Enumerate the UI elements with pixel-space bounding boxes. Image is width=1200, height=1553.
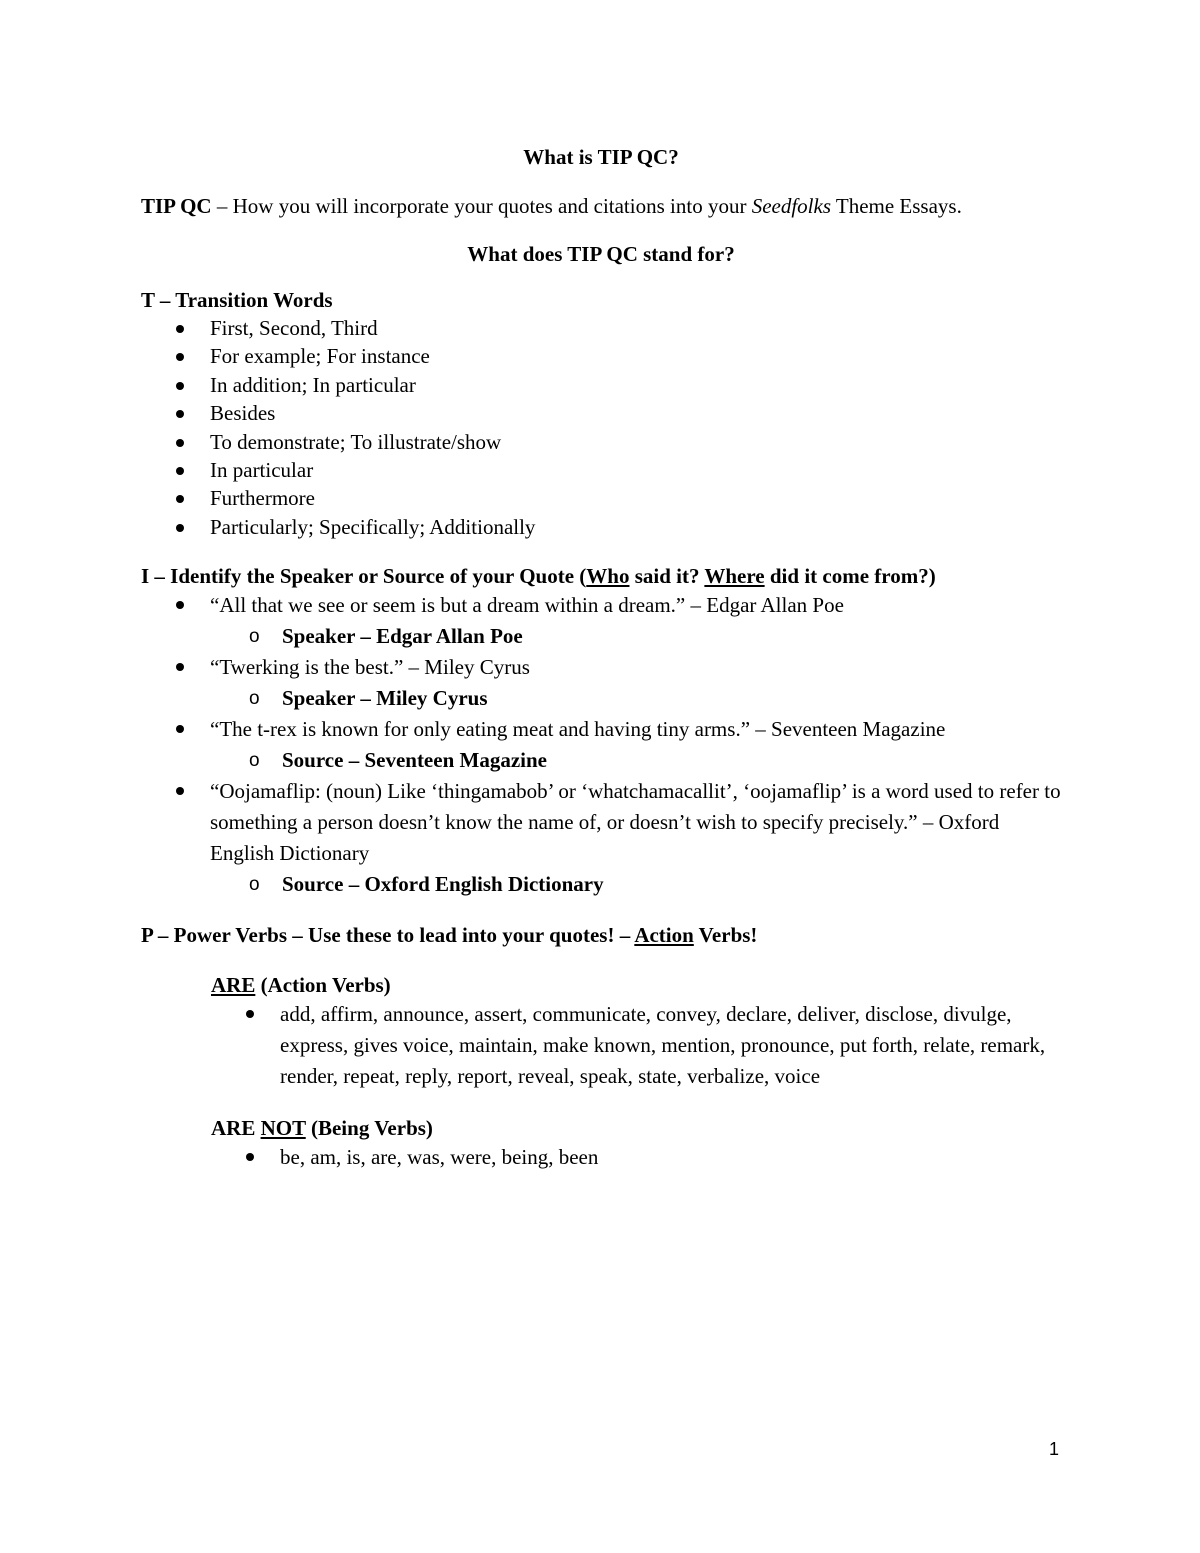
quote-text: “All that we see or seem is but a dream within a dream.” – Edgar Allan Poe bbox=[210, 593, 844, 618]
quote-text: “Twerking is the best.” – Miley Cyrus bbox=[210, 655, 530, 680]
list-item: First, Second, Third bbox=[141, 314, 1061, 342]
are-heading-rest: (Action Verbs) bbox=[255, 973, 391, 998]
section-subtitle: What does TIP QC stand for? bbox=[467, 242, 735, 266]
action-verbs-block bbox=[211, 971, 1061, 1173]
list-item bbox=[141, 652, 1061, 714]
identify-where: Where bbox=[704, 564, 765, 589]
list-item: Furthermore bbox=[141, 484, 1061, 512]
identify-heading-mid: said it? bbox=[629, 564, 705, 589]
speaker-label: Speaker – Edgar Allan Poe bbox=[282, 624, 523, 649]
intro-dash: – bbox=[211, 194, 233, 218]
transition-words-heading: T – Transition Words bbox=[141, 288, 333, 312]
quote-text: “The t-rex is known for only eating meat and having tiny arms.” – Seventeen Magazine bbox=[210, 717, 946, 742]
list-item bbox=[141, 776, 1061, 900]
document-page bbox=[141, 140, 1061, 1173]
action-verbs-list bbox=[211, 999, 1061, 1092]
list-item bbox=[141, 714, 1061, 776]
list-item: In particular bbox=[141, 456, 1061, 484]
source-label: Source – Seventeen Magazine bbox=[282, 748, 547, 773]
identify-heading-prefix: I – Identify the Speaker or Source of your Quote ( bbox=[141, 564, 587, 589]
are-not-word: ARE bbox=[211, 1116, 261, 1141]
identify-who: Who bbox=[586, 564, 630, 589]
sub-bullet-marker: o bbox=[249, 688, 260, 710]
sub-item bbox=[141, 683, 1061, 714]
document-title: What is TIP QC? bbox=[523, 145, 679, 169]
list-item: be, am, is, are, was, were, being, been bbox=[211, 1142, 1061, 1173]
not-word: NOT bbox=[260, 1116, 306, 1141]
quote-examples-list bbox=[141, 590, 1061, 900]
quote-text: “Oojamaflip: (noun) Like ‘thingamabob’ or ‘whatchamacallit’, ‘oojamaflip’ is a word used to refer to something a person doesn’t know the name of, or doesn’t wish to specify precisely.” – Oxford English Dictionary bbox=[210, 779, 1061, 866]
sub-bullet-marker: o bbox=[249, 874, 260, 896]
are-not-heading bbox=[211, 1114, 1061, 1142]
are-word: ARE bbox=[211, 973, 256, 998]
are-not-heading-rest: (Being Verbs) bbox=[305, 1116, 433, 1141]
source-label: Source – Oxford English Dictionary bbox=[282, 872, 604, 897]
sub-item bbox=[141, 869, 1061, 900]
list-item: In addition; In particular bbox=[141, 371, 1061, 399]
list-item: For example; For instance bbox=[141, 342, 1061, 370]
intro-term: TIP QC bbox=[141, 194, 212, 218]
identify-speaker-heading bbox=[141, 562, 1061, 590]
power-action-word: Action bbox=[634, 923, 694, 948]
page-number: 1 bbox=[1049, 1439, 1060, 1459]
list-item bbox=[141, 590, 1061, 652]
speaker-label: Speaker – Miley Cyrus bbox=[282, 686, 488, 711]
book-title: Seedfolks bbox=[751, 194, 831, 218]
power-heading-suffix: Verbs! bbox=[693, 923, 758, 948]
list-item: Particularly; Specifically; Additionally bbox=[141, 513, 1061, 541]
sub-item bbox=[141, 745, 1061, 776]
transition-words-list bbox=[141, 314, 1061, 541]
sub-bullet-marker: o bbox=[249, 750, 260, 772]
sub-bullet-marker: o bbox=[249, 626, 260, 648]
list-item: Besides bbox=[141, 399, 1061, 427]
intro-text-after: Theme Essays. bbox=[831, 194, 962, 218]
intro-paragraph bbox=[141, 192, 1061, 220]
sub-item bbox=[141, 621, 1061, 652]
are-heading bbox=[211, 971, 1061, 999]
list-item: To demonstrate; To illustrate/show bbox=[141, 428, 1061, 456]
intro-text-before: How you will incorporate your quotes and citations into your bbox=[232, 194, 752, 218]
list-item: add, affirm, announce, assert, communicate, convey, declare, deliver, disclose, divulge, express, gives voice, maintain, make known, mention, pronounce, put forth, relate, remark, render, repeat, reply, report, reveal, speak, state, verbalize, voice bbox=[211, 999, 1061, 1092]
power-heading-prefix: P – Power Verbs – Use these to lead into your quotes! – bbox=[141, 923, 635, 948]
power-verbs-heading bbox=[141, 921, 1061, 949]
being-verbs-list bbox=[211, 1142, 1061, 1173]
identify-heading-suffix: did it come from?) bbox=[764, 564, 936, 589]
